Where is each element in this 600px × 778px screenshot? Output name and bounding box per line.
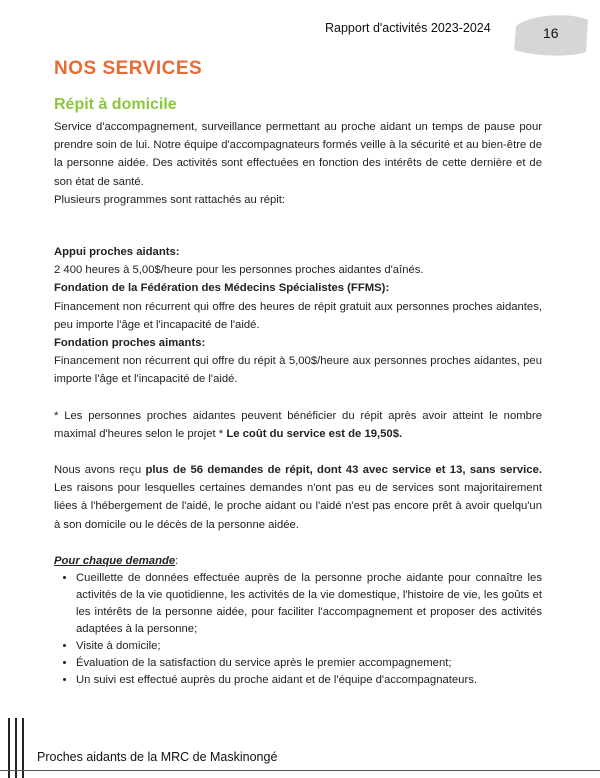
cost-note	[54, 407, 542, 443]
requests-lead: Nous avons reçu	[54, 464, 146, 477]
list-item: • Évaluation de la satisfaction du service après le premier accompagnement;	[76, 655, 542, 672]
header-title: Rapport d'activités 2023-2024	[325, 21, 491, 35]
program-desc: Financement non récurrent qui offre du répit à 5,00$/heure aux personnes proches aidantes, peu importe l'âge et l'incapacité de l'aidé.	[54, 355, 542, 386]
program-desc: Financement non récurrent qui offre des heures de répit gratuit aux personnes proches aidantes, peu importe l'âge et l'incapacité de l'aidé.	[54, 300, 542, 331]
program-name: Appui proches aidants:	[54, 246, 180, 259]
cost-note-bold: Le coût du service est de 19,50$.	[226, 427, 403, 440]
page-body	[54, 118, 542, 689]
list-item: • Visite à domicile;	[76, 638, 542, 655]
subsection-title: Répit à domicile	[54, 96, 177, 113]
per-request-colon: :	[175, 554, 179, 567]
intro-paragraph: Service d'accompagnement, surveillance permettant au proche aidant un temps de pause pour prendre soin de lui. Notre équipe d'accompagnateurs formés veille à la sécurité et au bien-être de la personne aidée. Des activités sont effectuées en fonction des intérêts de cette dernière et de son état de santé.	[54, 121, 542, 188]
intro-programs-line: Plusieurs programmes sont rattachés au répit:	[54, 193, 286, 206]
requests-bold: plus de 56 demandes de répit, dont 43 avec service et 13, sans service.	[145, 464, 542, 477]
footer-text: Proches aidants de la MRC de Maskinongé	[37, 750, 278, 764]
program-name: Fondation proches aimants:	[54, 337, 206, 350]
per-request-heading	[54, 552, 542, 570]
footer-rule	[0, 770, 600, 771]
list-item: • Cueillette de données effectuée auprès de la personne proche aidante pour connaître les activités de la vie quotidienne, les activités de la vie domestique, l'histoire de vie, les goûts et les intérêts de la personne aidée, pour faciliter l'accompagnement et proposer des activités adaptées à la personne;	[76, 570, 542, 638]
list-item: • Un suivi est effectué auprès du proche aidant et de l'équipe d'accompagnateurs.	[76, 672, 542, 689]
section-title: NOS SERVICES	[54, 58, 203, 79]
page-number: 16	[543, 25, 559, 41]
program-name: Fondation de la Fédération des Médecins Spécialistes (FFMS):	[54, 282, 390, 295]
requests-paragraph	[54, 461, 542, 534]
program-desc: 2 400 heures à 5,00$/heure pour les personnes proches aidantes d'aînés.	[54, 264, 424, 277]
cost-note-text: * Les personnes proches aidantes peuvent bénéficier du répit après avoir atteint le nombre maximal d'heures selon le projet *	[54, 409, 542, 440]
requests-rest: Les raisons pour lesquelles certaines demandes n'ont pas eu de services sont majoritairement liées à l'hébergement de l'aidé, le proche aidant ou l'aidé n'est pas encore prêt à avoir quelqu'un à son domicile ou le décès de la personne aidée.	[54, 482, 542, 531]
per-request-label: Pour chaque demande	[54, 554, 176, 567]
per-request-list	[54, 570, 542, 689]
footer-decoration	[0, 718, 32, 778]
